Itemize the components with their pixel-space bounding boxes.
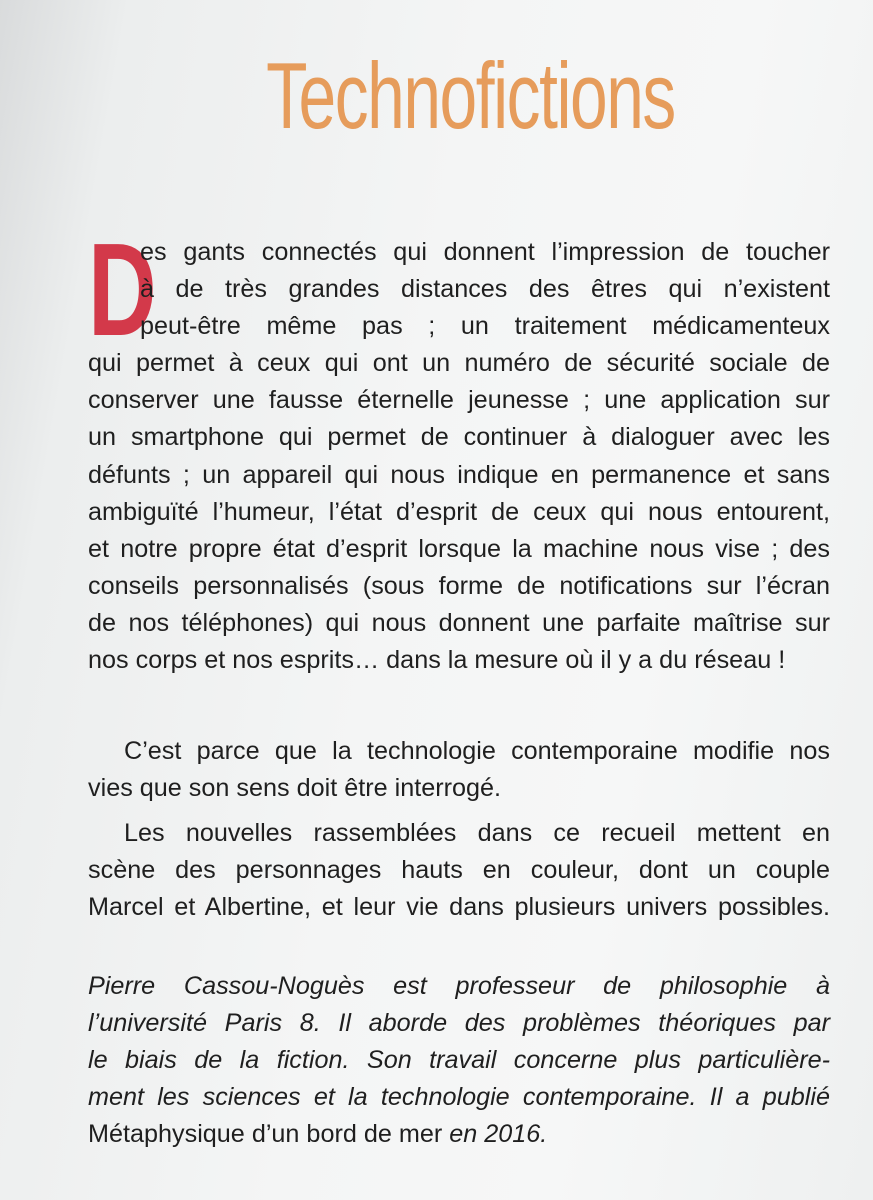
blurb-line: qui permet à ceux qui ont un numéro de sécurité sociale de xyxy=(88,349,830,378)
collection-line: Les nouvelles rassemblées dans ce recueil mettent en xyxy=(124,819,830,847)
bio-line: l’université Paris 8. Il aborde des problèmes théoriques par xyxy=(88,1009,830,1038)
blurb-line: es gants connectés qui donnent l’impression de toucher xyxy=(140,238,830,266)
collection-line: Marcel et Albertine, et leur vie dans plusieurs univers possibles. xyxy=(88,893,830,922)
book-title: Technofictions xyxy=(266,43,675,148)
bio-line: le biais de la fiction. Son travail concerne plus particulière- xyxy=(88,1046,830,1075)
thesis-line: vies que son sens doit être interrogé. xyxy=(88,774,502,803)
collection-paragraph xyxy=(88,815,830,926)
collection-line: scène des personnages hauts en couleur, dont un couple xyxy=(88,856,830,885)
blurb-line: à de très grandes distances des êtres qui n’existent xyxy=(140,275,830,304)
thesis-paragraph xyxy=(88,733,830,807)
thesis-line: C’est parce que la technologie contemporaine modifie nos xyxy=(124,737,830,765)
drop-cap-letter: D xyxy=(88,216,157,363)
blurb-line: conserver une fausse éternelle jeunesse ; une application sur xyxy=(88,386,830,415)
blurb-paragraph xyxy=(88,216,830,679)
publication-year: 2016. xyxy=(484,1120,548,1149)
blurb-line: de nos téléphones) qui nous donnent une parfaite maîtrise sur xyxy=(88,608,830,637)
blurb-line: ambiguïté l’humeur, l’état d’esprit de ceux qui nous entourent, xyxy=(88,497,830,526)
blurb-line: peut-être même pas ; un traitement médicamenteux xyxy=(140,312,830,341)
bio-line-last xyxy=(88,1116,830,1153)
book-reference: Métaphysique d’un bord de mer xyxy=(88,1120,443,1149)
bio-line: Pierre Cassou-Noguès est professeur de philosophie à xyxy=(88,972,830,1000)
bio-connector: en xyxy=(442,1120,485,1149)
blurb-line: un smartphone qui permet de continuer à dialoguer avec les xyxy=(88,423,830,452)
blurb-line: et notre propre état d’esprit lorsque la machine nous vise ; des xyxy=(88,534,830,563)
blurb-line: nos corps et nos esprits… dans la mesure où il y a du réseau ! xyxy=(88,646,786,675)
author-bio xyxy=(88,968,830,1153)
blurb-line: conseils personnalisés (sous forme de notifications sur l’écran xyxy=(88,571,830,600)
bio-line: ment les sciences et la technologie contemporaine. Il a publié xyxy=(88,1083,830,1112)
blurb-line: défunts ; un appareil qui nous indique en permanence et sans xyxy=(88,460,830,489)
